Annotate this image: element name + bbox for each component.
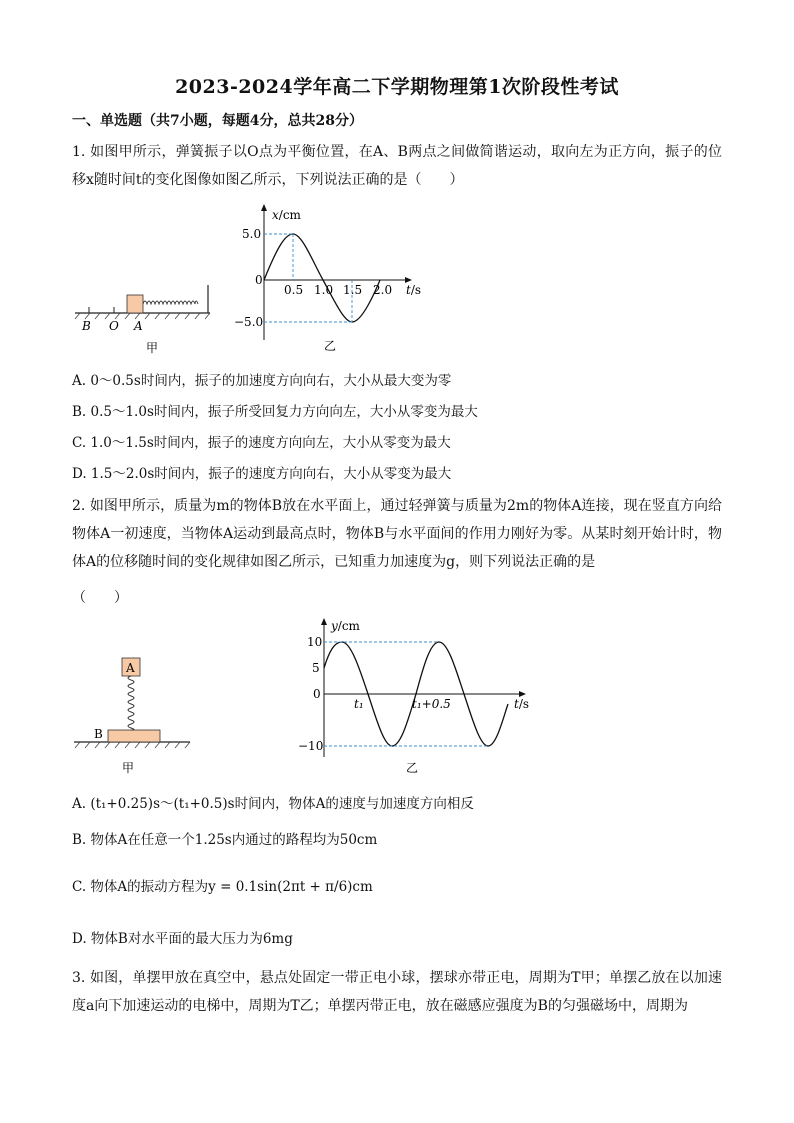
q2-label-b: B	[94, 727, 103, 741]
q2-figure-graph	[294, 612, 544, 780]
q1-ytick-max: 5.0	[242, 227, 262, 241]
q2-ytick-0: 0	[313, 687, 321, 701]
q2-caption-jia: 甲	[122, 761, 135, 775]
q2-option-a: A. (t₁+0.25)s～(t₁+0.5)s时间内，物体A的速度与加速度方向相反	[72, 796, 474, 812]
q2-ytick-5: 5	[312, 661, 320, 675]
q1-xlabel: t/s	[406, 283, 422, 297]
section-heading: 一、单选题（共7小题，每题4分，总共28分）	[72, 113, 363, 129]
q2-option-d: D. 物体B对水平面的最大压力为6mg	[72, 931, 293, 947]
q1-ytick-zero: 0	[255, 273, 263, 287]
q1-label-b: B	[82, 319, 91, 333]
q1-option-c: C. 1.0～1.5s时间内，振子的速度方向向左，大小从零变为最大	[72, 435, 451, 451]
q2-caption-yi: 乙	[406, 761, 419, 775]
q1-label-o: O	[109, 319, 119, 333]
q1-option-d: D. 1.5～2.0s时间内，振子的速度方向向右，大小从零变为最大	[72, 466, 452, 482]
q1-xtick-15: 1.5	[343, 283, 363, 297]
q1-xtick-10: 1.0	[314, 283, 334, 297]
q1-caption-jia: 甲	[146, 341, 159, 355]
q1-ytick-min: −5.0	[234, 315, 264, 329]
q2-stem: 2. 如图甲所示，质量为m的物体B放在水平面上，通过轻弹簧与质量为2m的物体A连接，现在竖直方向给物体A一初速度，当物体A运动到最高点时，物体B与水平面间的作用力刚好为零。从某时刻开始计时，物体A的位移随时间的变化规律如图乙所示，已知重力加速度为g，则下列说法正确的是	[72, 498, 722, 570]
q2-figure-spring	[70, 652, 200, 778]
q1-ylabel: x/cm	[272, 208, 301, 222]
q2-ytick-neg10: −10	[298, 739, 324, 753]
q1-option-a: A. 0～0.5s时间内，振子的加速度方向向右，大小从最大变为零	[72, 373, 452, 389]
q2-ylabel: y/cm	[331, 619, 360, 633]
q2-option-b: B. 物体A在任意一个1.25s内通过的路程均为50cm	[72, 832, 378, 848]
q1-option-b: B. 0.5～1.0s时间内，振子所受回复力方向向左，大小从零变为最大	[72, 404, 478, 420]
q1-xtick-20: 2.0	[373, 283, 393, 297]
q1-figure-spring	[70, 280, 220, 360]
q1-label-a: A	[134, 319, 143, 333]
q1-xtick-05: 0.5	[284, 283, 304, 297]
q2-paren: （ ）	[72, 590, 128, 606]
q3-stem: 3. 如图，单摆甲放在真空中，悬点处固定一带正电小球，摆球亦带正电，周期为T甲；单摆乙放在以加速度a向下加速运动的电梯中，周期为T乙；单摆丙带正电，放在磁感应强度为B的匀强磁场中，周期为	[72, 970, 722, 1014]
q1-figure-graph	[228, 200, 428, 358]
q1-stem: 1. 如图甲所示，弹簧振子以O点为平衡位置，在A、B两点之间做简谐运动，取向左为正方向，振子的位移x随时间t的变化图像如图乙所示，下列说法正确的是（ ）	[72, 144, 722, 188]
q2-option-c: C. 物体A的振动方程为y = 0.1sin(2πt + π/6)cm	[72, 879, 373, 895]
q1-caption-yi: 乙	[324, 339, 337, 353]
q2-ytick-10: 10	[307, 635, 323, 649]
q2-label-a: A	[126, 661, 135, 675]
q2-xlabel: t/s	[514, 697, 530, 711]
q2-xtick-t1: t₁	[354, 697, 364, 711]
q2-xtick-t1plus: t₁+0.5	[412, 697, 451, 711]
page-title: 2023-2024学年高二下学期物理第1次阶段性考试	[175, 76, 619, 98]
